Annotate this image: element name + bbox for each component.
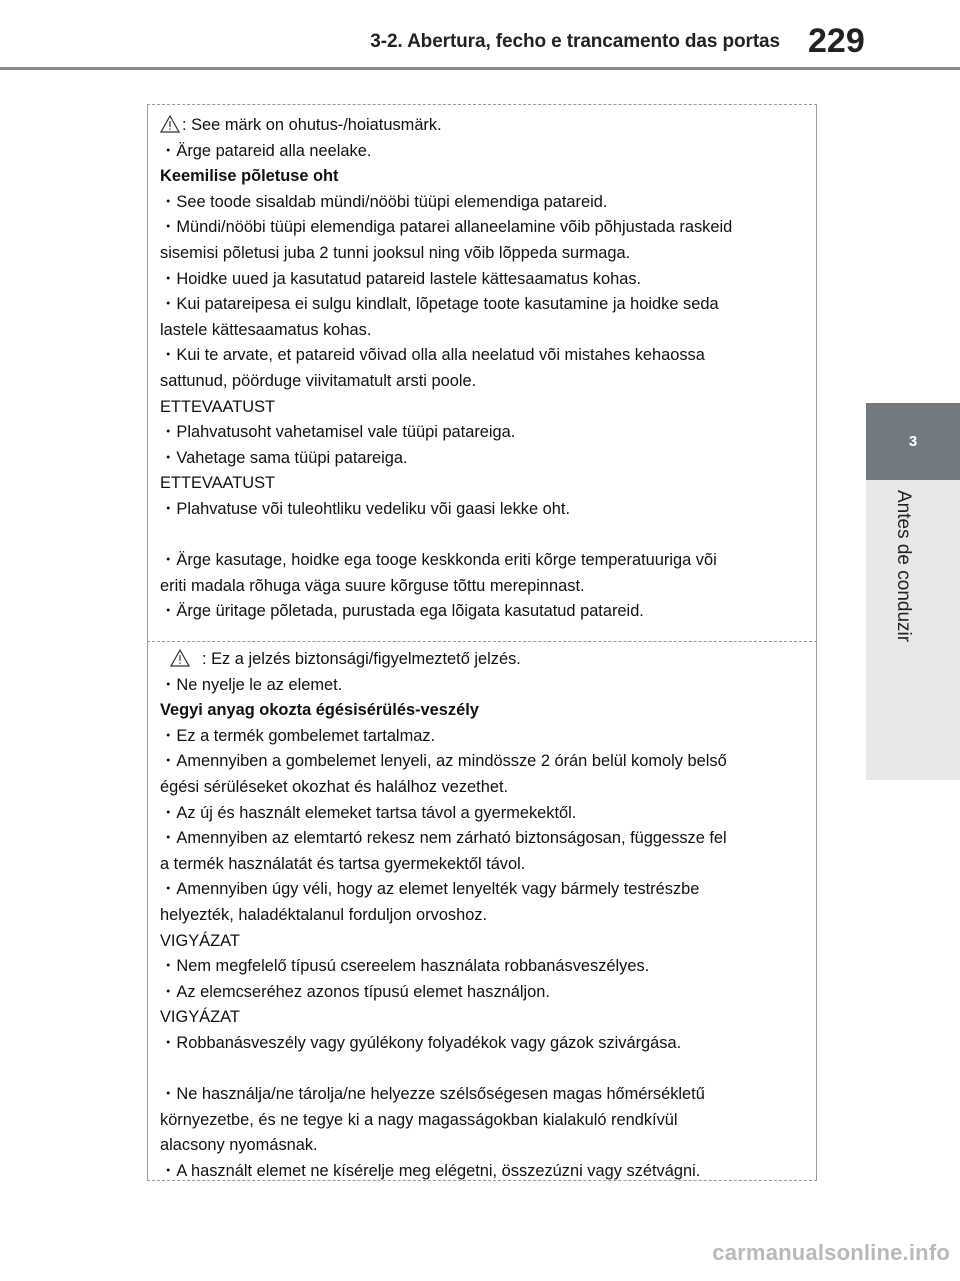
text-line-content: Vegyi anyag okozta égésisérülés-veszély	[160, 701, 479, 720]
text-line-content: ・Hoidke uued ja kasutatud patareid lastele kättesaamatus kohas.	[160, 269, 642, 288]
text-line	[160, 369, 800, 395]
text-line-content: égési sérüléseket okozhat és halálhoz vezethet.	[160, 777, 509, 796]
text-line	[160, 599, 800, 625]
text-line	[160, 724, 800, 750]
text-line-content: ・Mündi/nööbi tüüpi elemendiga patarei allaneelamine võib põhjustada raskeid	[160, 218, 733, 237]
text-line-content: ・Plahvatusoht vahetamisel vale tüüpi patareiga.	[160, 423, 516, 442]
text-line-content: VIGYÁZAT	[160, 1008, 240, 1027]
text-line	[160, 1005, 800, 1031]
text-line-content: VIGYÁZAT	[160, 931, 240, 950]
text-line	[160, 548, 800, 574]
text-line-content: sattunud, pöörduge viivitamatult arsti poole.	[160, 371, 477, 390]
text-line	[160, 673, 800, 699]
text-line-content: a termék használatát és tartsa gyermekektől távol.	[160, 854, 526, 873]
text-line	[160, 190, 800, 216]
text-line-content: ・Plahvatuse või tuleohtliku vedeliku või gaasi lekke oht.	[160, 499, 570, 518]
text-line	[160, 1082, 800, 1108]
text-line	[160, 164, 800, 190]
text-line-content: ・Ne nyelje le az elemet.	[160, 675, 343, 694]
text-line-content: ・Kui te arvate, et patareid võivad olla alla neelatud või mistahes kehaossa	[160, 346, 705, 365]
text-line	[160, 877, 800, 903]
text-line	[160, 574, 800, 600]
page-number: 229	[808, 22, 865, 60]
text-line	[160, 395, 800, 421]
chapter-number: 3	[908, 433, 918, 450]
text-line	[160, 903, 800, 929]
text-line	[160, 497, 800, 523]
text-line	[160, 113, 800, 139]
text-line-content: eriti madala rõhuga väga suure kõrguse tõttu merepinnast.	[160, 576, 585, 595]
text-line-content: ETTEVAATUST	[160, 474, 276, 493]
text-line-content: ・Ne használja/ne tárolja/ne helyezze szélsőségesen magas hőmérsékletű	[160, 1085, 705, 1104]
text-line	[160, 1057, 800, 1083]
header-divider	[0, 67, 960, 70]
text-line	[160, 471, 800, 497]
text-line	[160, 267, 800, 293]
hungarian-text-block	[160, 647, 800, 1184]
hungarian-warning-box	[147, 641, 817, 1181]
text-line	[160, 446, 800, 472]
text-line	[160, 698, 800, 724]
estonian-text-block	[160, 113, 800, 625]
text-line-content: : See märk on ohutus-/hoiatusmärk.	[182, 116, 442, 134]
text-line	[160, 775, 800, 801]
text-line	[160, 318, 800, 344]
text-line	[160, 523, 800, 549]
text-line-content: sisemisi põletusi juba 2 tunni jooksul ning võib lõppeda surmaga.	[160, 243, 631, 262]
text-line-content: alacsony nyomásnak.	[160, 1136, 318, 1155]
section-title: 3-2. Abertura, fecho e trancamento das portas	[370, 31, 780, 52]
text-line-content: ・Amennyiben a gombelemet lenyeli, az mindössze 2 órán belül komoly belső	[160, 752, 727, 771]
text-line-content: ・Ärge kasutage, hoidke ega tooge keskkonda eriti kõrge temperatuuriga või	[160, 551, 717, 570]
text-line-content: ・Az elemcseréhez azonos típusú elemet használjon.	[160, 982, 550, 1001]
text-line	[160, 215, 800, 241]
text-line	[160, 647, 800, 673]
text-line	[160, 241, 800, 267]
text-line	[160, 826, 800, 852]
warning-triangle-icon	[160, 115, 180, 133]
text-line-content: ETTEVAATUST	[160, 397, 276, 416]
text-line	[160, 1031, 800, 1057]
text-line-content: ・A használt elemet ne kísérelje meg elégetni, összezúzni vagy szétvágni.	[160, 1161, 701, 1180]
text-line	[160, 929, 800, 955]
text-line-content: ・Amennyiben úgy véli, hogy az elemet lenyelték vagy bármely testrészbe	[160, 880, 700, 899]
text-line-content: ・Ez a termék gombelemet tartalmaz.	[160, 726, 436, 745]
text-line	[160, 980, 800, 1006]
text-line	[160, 292, 800, 318]
text-line-content: ・Nem megfelelő típusú csereelem használata robbanásveszélyes.	[160, 957, 650, 976]
text-line-content: ・Az új és használt elemeket tartsa távol a gyermekektől.	[160, 803, 577, 822]
text-line-content: Keemilise põletuse oht	[160, 167, 339, 186]
text-line-content: : Ez a jelzés biztonsági/figyelmeztető jelzés.	[202, 650, 521, 668]
text-line	[160, 1159, 800, 1185]
text-line	[160, 1108, 800, 1134]
text-line	[160, 139, 800, 165]
text-line	[160, 801, 800, 827]
text-line-content: ・Vahetage sama tüüpi patareiga.	[160, 448, 408, 467]
text-line	[160, 852, 800, 878]
text-line-content: lastele kättesaamatus kohas.	[160, 320, 372, 339]
text-line-content: ・Amennyiben az elemtartó rekesz nem zárható biztonságosan, függessze fel	[160, 829, 727, 848]
text-line	[160, 343, 800, 369]
text-line-content: környezetbe, és ne tegye ki a nagy magasságokban kialakuló rendkívül	[160, 1110, 678, 1129]
text-line-content: ・Robbanásveszély vagy gyúlékony folyadékok vagy gázok szivárgása.	[160, 1033, 682, 1052]
watermark: carmanualsonline.info	[712, 1240, 950, 1265]
text-line-content: ・Ärge üritage põletada, purustada ega lõigata kasutatud patareid.	[160, 602, 644, 621]
text-line-content: helyezték, haladéktalanul forduljon orvoshoz.	[160, 905, 488, 924]
text-line	[160, 1133, 800, 1159]
warning-triangle-icon	[170, 649, 190, 667]
chapter-label: Antes de conduzir	[893, 490, 914, 643]
text-line-content: ・See toode sisaldab mündi/nööbi tüüpi elemendiga patareid.	[160, 192, 608, 211]
text-line	[160, 954, 800, 980]
text-line-content: ・Kui patareipesa ei sulgu kindlalt, lõpetage toote kasutamine ja hoidke seda	[160, 295, 719, 314]
text-line	[160, 420, 800, 446]
text-line	[160, 749, 800, 775]
estonian-warning-box	[147, 104, 817, 641]
chapter-tab[interactable]	[866, 403, 960, 480]
text-line-content: ・Ärge patareid alla neelake.	[160, 141, 372, 160]
